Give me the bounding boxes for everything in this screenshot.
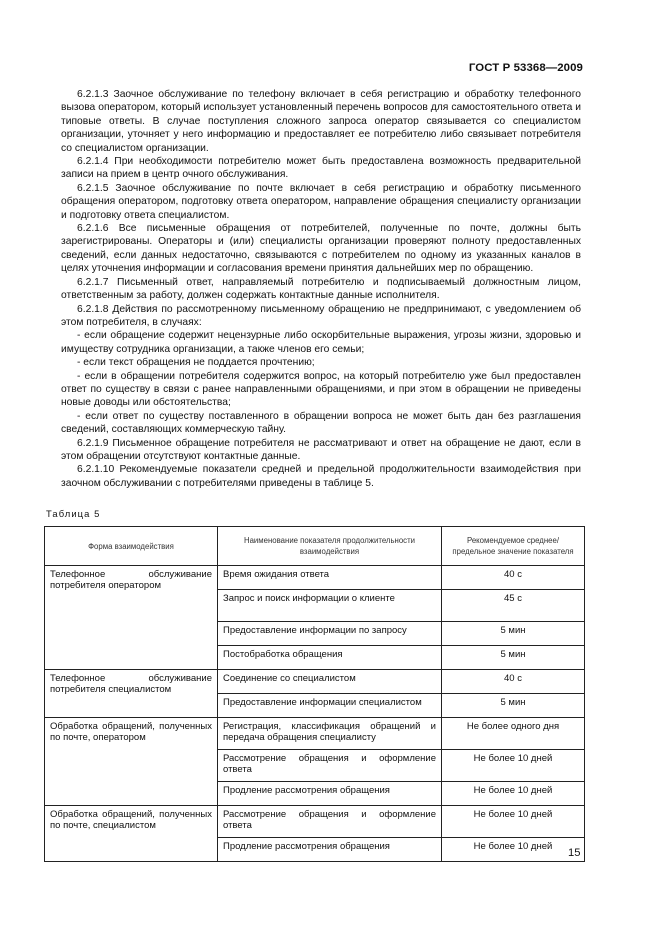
paragraph: 6.2.1.3 Заочное обслуживание по телефону включает в себя регистрацию и обработку телефонного вызова оператором, который использует установленный перечень вопросов для самостоятельного ответа и типовые ответы. В случае поступления сложного запроса оператор связывается со специалистом организации, уточняет у него информацию и предоставляет ее потребителю либо связывает потребителя со специалистом организации.	[61, 89, 581, 154]
value-cell: 45 с	[442, 590, 585, 622]
indicator-cell: Регистрация, классификация обращений и передача обращения специалисту	[218, 718, 442, 750]
paragraph: 6.2.1.7 Письменный ответ, направляемый потребителю и подписываемый должностным лицом, ответственным за работу, должен содержать контактные данные исполнителя.	[61, 276, 581, 302]
table-row	[45, 806, 585, 838]
paragraph: 6.2.1.8 Действия по рассмотренному письменному обращению не предпринимают, с уведомлением об этом потребителя, в случаях:	[61, 303, 581, 328]
indicator-cell: Предоставление информации по запросу	[218, 622, 442, 646]
value-cell: Не более 10 дней	[442, 838, 585, 862]
value-cell: 5 мин	[442, 646, 585, 670]
paragraph: 6.2.1.6 Все письменные обращения от потребителей, полученные по почте, должны быть зарегистрированы. Операторы и (или) специалисты организации проверяют полноту предоставленных сведений, если данных недостаточно, связываются с потребителем по одному из указанных каналов в целях уточнения информации и согласования времени принятия дальнейших мер по обращению.	[61, 223, 581, 275]
table-5	[44, 526, 585, 862]
interaction-form-cell: Телефонное обслуживание потребителя специалистом	[45, 670, 218, 718]
interaction-form-cell: Обработка обращений, полученных по почте, оператором	[45, 718, 218, 806]
table-caption: Таблица 5	[46, 508, 101, 519]
list-item: - если текст обращения не поддается прочтению;	[77, 357, 315, 369]
indicator-cell: Предоставление информации специалистом	[218, 694, 442, 718]
value-cell: Не более 10 дней	[442, 750, 585, 782]
indicator-cell: Запрос и поиск информации о клиенте	[218, 590, 442, 622]
paragraph: 6.2.1.9 Письменное обращение потребителя не рассматривают и ответ на обращение не дают, если в этом обращении отсутствуют контактные данные.	[61, 437, 581, 462]
value-cell: Не более 10 дней	[442, 782, 585, 806]
list-item: - если ответ по существу поставленного в обращении вопроса не может быть дан без разглашения сведений, составляющих коммерческую тайну.	[61, 410, 581, 436]
paragraph: 6.2.1.5 Заочное обслуживание по почте включает в себя регистрацию и обработку письменного обращения оператором, подготовку ответа оператором, направление обращения специалисту организации и подготовку ответа специалистом.	[61, 182, 581, 221]
table-header-row	[45, 527, 585, 566]
value-cell: Не более одного дня	[442, 718, 585, 750]
column-header-indicator: Наименование показателя продолжительности взаимодействия	[218, 527, 442, 566]
indicator-cell: Рассмотрение обращения и оформление ответа	[218, 750, 442, 782]
page-number: 15	[568, 847, 581, 859]
interaction-form-cell: Телефонное обслуживание потребителя оператором	[45, 566, 218, 670]
value-cell: 40 с	[442, 566, 585, 590]
table-row	[45, 718, 585, 750]
table-row	[45, 670, 585, 694]
list-item: - если обращение содержит нецензурные либо оскорбительные выражения, угрозы жизни, здоровью и имуществу сотрудника организации, а также членов его семьи;	[61, 330, 581, 355]
indicator-cell: Продление рассмотрения обращения	[218, 782, 442, 806]
document-body	[61, 88, 581, 490]
indicator-cell: Рассмотрение обращения и оформление ответа	[218, 806, 442, 838]
value-cell: 40 с	[442, 670, 585, 694]
indicator-cell: Соединение со специалистом	[218, 670, 442, 694]
indicator-cell: Время ожидания ответа	[218, 566, 442, 590]
column-header-form: Форма взаимодействия	[45, 527, 218, 566]
value-cell: Не более 10 дней	[442, 806, 585, 838]
value-cell: 5 мин	[442, 694, 585, 718]
paragraph: 6.2.1.10 Рекомендуемые показатели средней и предельной продолжительности взаимодействия при заочном обслуживании с потребителями приведены в таблице 5.	[61, 464, 581, 489]
value-cell: 5 мин	[442, 622, 585, 646]
paragraph: 6.2.1.4 При необходимости потребителю может быть предоставлена возможность предварительной записи на прием в центр очного обслуживания.	[61, 156, 581, 181]
indicator-cell: Продление рассмотрения обращения	[218, 838, 442, 862]
document-standard-header: ГОСТ Р 53368—2009	[468, 62, 583, 74]
interaction-form-cell: Обработка обращений, полученных по почте, специалистом	[45, 806, 218, 862]
table-row	[45, 566, 585, 590]
list-item: - если в обращении потребителя содержится вопрос, на который потребителю уже был предоставлен ответ по существу в связи с ранее направленными обращениями, и при этом в обращении не приведены новые доводы или обстоятельства;	[61, 370, 581, 409]
column-header-value: Рекомендуемое среднее/предельное значение показателя	[442, 527, 585, 566]
indicator-cell: Постобработка обращения	[218, 646, 442, 670]
